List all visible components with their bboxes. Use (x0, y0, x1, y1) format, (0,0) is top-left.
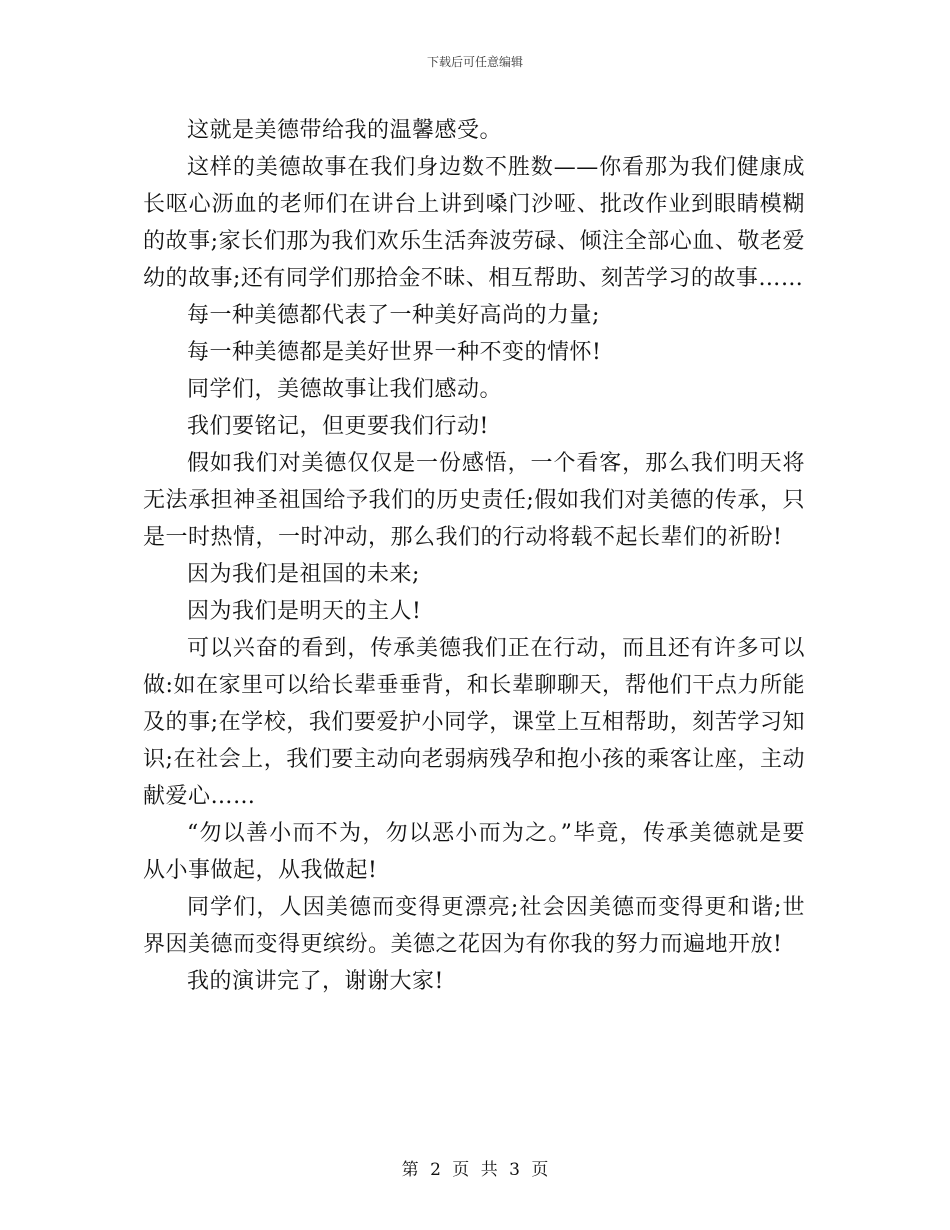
paragraph: 同学们，美德故事让我们感动。 (187, 377, 503, 402)
paragraph: 每一种美德都是美好世界一种不变的情怀! (187, 340, 602, 365)
paragraph: 可以兴奋的看到，传承美德我们正在行动，而且还有许多可以做:如在家里可以给长辈垂垂背，和长辈聊聊天，帮他们干点力所能及的事;在学校，我们要爱护小同学，课堂上互相帮助，刻苦学习知识;在社会上，我们要主动向老弱病残孕和抱小孩的乘客让座，主动献爱心…… (143, 636, 805, 809)
paragraph: 这样的美德故事在我们身边数不胜数——你看那为我们健康成长呕心沥血的老师们在讲台上讲到嗓门沙哑、批改作业到眼睛模糊的故事;家长们那为我们欢乐生活奔波劳碌、倾注全部心血、敬老爱幼的故事;还有同学们那拾金不昧、相互帮助、刻苦学习的故事…… (143, 155, 805, 291)
paragraph: “勿以善小而不为，勿以恶小而为之。”毕竟，传承美德就是要从小事做起，从我做起! (143, 821, 805, 883)
paragraph: 假如我们对美德仅仅是一份感悟，一个看客，那么我们明天将无法承担神圣祖国给予我们的历史责任;假如我们对美德的传承，只是一时热情，一时冲动，那么我们的行动将载不起长辈们的祈盼! (143, 451, 805, 550)
document-body (143, 112, 805, 1000)
paragraph: 每一种美德都代表了一种美好高尚的力量; (187, 303, 600, 328)
paragraph: 我的演讲完了，谢谢大家! (187, 969, 444, 994)
paragraph: 同学们，人因美德而变得更漂亮;社会因美德而变得更和谐;世界因美德而变得更缤纷。美德之花因为有你我的努力而遍地开放! (143, 895, 805, 957)
page-number-footer: 第 2 页 共 3 页 (401, 1160, 549, 1180)
paragraph: 因为我们是明天的主人! (187, 599, 422, 624)
paragraph: 我们要铭记，但更要我们行动! (187, 414, 489, 439)
paragraph: 这就是美德带给我的温馨感受。 (187, 118, 503, 143)
page-header: 下载后可任意编辑 (426, 55, 523, 69)
paragraph: 因为我们是祖国的未来; (187, 562, 420, 587)
